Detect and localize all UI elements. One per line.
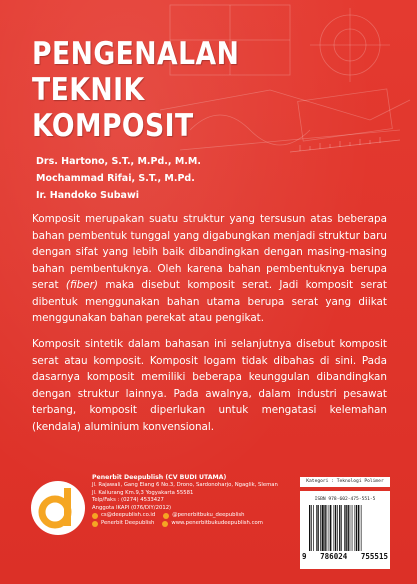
instagram-icon: [163, 513, 169, 519]
publisher-email: cs@deepublish.co.id: [101, 512, 156, 519]
publisher-info: [92, 473, 278, 528]
barcode-digits: [302, 552, 388, 561]
barcode-digits-right: 755515: [360, 552, 388, 561]
publisher-ikapi: Anggota IKAPI (076/DIY/2012): [92, 504, 172, 511]
author-list: [36, 153, 201, 204]
barcode-icon: [308, 505, 384, 551]
title-line-3: KOMPOSIT: [32, 108, 194, 144]
publisher-contact-row-2: [92, 520, 278, 528]
publisher-website: www.penerbitbukudeepublish.com: [171, 519, 263, 526]
synopsis-p1-start: Komposit merupakan suatu struktur yang tersusun atas beberapa bahan pembentuk tunggal yang digabungkan menjadi struktur baru dengan sifat yang lebih baik dibandingkan dengan masing-masing bahan pembentuknya. Oleh karena bahan pembentuknya berupa serat: [32, 213, 387, 291]
book-title: [32, 36, 273, 144]
web-icon: [162, 521, 168, 527]
author-2: Mochammad Rifai, S.T., M.Pd.: [36, 173, 195, 184]
email-icon: [92, 513, 98, 519]
publisher-name: Penerbit Deepublish (CV BUDI UTAMA): [92, 474, 227, 481]
publisher-contact-row-1: [92, 512, 278, 520]
isbn-number: ISBN 978-602-475-551-5: [314, 497, 376, 502]
barcode-digit-prefix: 9: [302, 552, 307, 561]
publisher-facebook: Penerbit Deepublish: [101, 519, 155, 526]
title-line-2: TEKNIK: [32, 72, 145, 108]
publisher-address-1: Jl. Rajawali, Gang Elang 6 No.3, Drono, Sardonoharjo, Ngaglik, Sleman: [92, 482, 278, 488]
author-3: Ir. Handoko Subawi: [36, 190, 139, 201]
publisher-instagram: @penerbitbuku_deepublish: [172, 512, 245, 519]
facebook-icon: [92, 521, 98, 527]
category-label: Kategori : Teknologi Polimer: [300, 477, 390, 487]
barcode-digits-left: 786024: [320, 552, 348, 561]
author-1: Drs. Hartono, S.T., M.Pd., M.M.: [36, 156, 201, 167]
publisher-address-2: Jl. Kaliurang Km.9,3 Yogyakarta 55581: [92, 489, 194, 496]
publisher-phone: Telp/Faks : (0274) 4533427: [92, 497, 164, 504]
title-line-1: PENGENALAN: [32, 36, 240, 72]
isbn-barcode-box: [300, 491, 390, 569]
synopsis-p1-fiber: (fiber): [65, 279, 98, 291]
deepublish-logo-icon: [30, 480, 86, 536]
synopsis-paragraph-1: [32, 211, 387, 327]
synopsis-p1-end: maka disebut komposit serat. Jadi komposit serat dibentuk menggunakan bahan utama berupa serat yang diikat menggunakan bahan perekat atau pengikat.: [32, 279, 387, 324]
synopsis-paragraph-2: Komposit sintetik dalam bahasan ini selanjutnya disebut komposit serat atau komposit. Komposit logam tidak dibahas di sini. Pada dasarnya komposit memiliki beberapa keunggulan dibandingkan dengan struktur lainnya. Pada awalnya, dalam industri pesawat terbang, komposit diperlukan untuk mengatasi kelemahan (kendala) aluminium konvensional.: [32, 338, 387, 433]
